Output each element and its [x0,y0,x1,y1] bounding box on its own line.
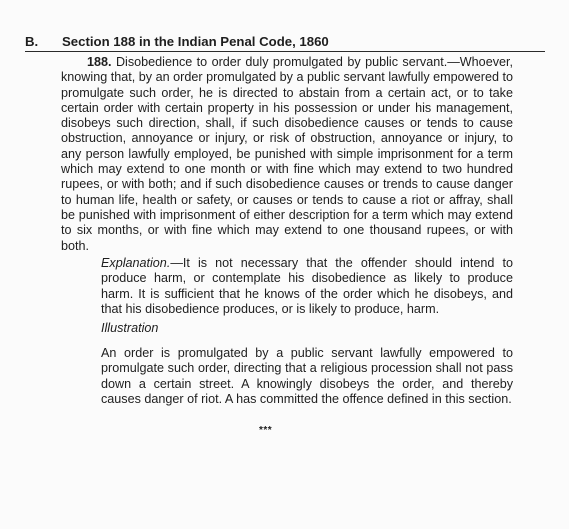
heading-underline [25,51,545,52]
explanation-term: Explanation. [101,256,171,270]
heading-label: B. [25,34,39,49]
section-heading [25,33,545,51]
section-body: Disobedience to order duly promulgated by public servant.—Whoever, knowing that, by an order promulgated by a public servant lawfully empowered to promulgate such order, he is directed to abstain from a certain act, or to take certain order with certain property in his possession or under his management, disobeys such direction, shall, if such disobedience causes or tends to cause obstruction, annoyance or injury, or risk of obstruction, annoyance or injury, to any person lawfully employed, be punished with simple imprisonment for a term which may extend to one month or with fine which may extend to two hundred rupees, or with both; and if such disobedience causes or trends to cause danger to human life, health or safety, or causes or tends to cause a riot or affray, shall be punished with imprisonment of either description for a term which may extend to six months, or with fine which may extend to one thousand rupees, or with both. [61,55,513,253]
section-separator: *** [259,425,273,436]
section-188-text [61,55,513,254]
illustration-paragraph: An order is promulgated by a public servant lawfully empowered to promulgate such order, directing that a religious procession shall not pass down a certain street. A knowingly disobeys the order, and thereby causes danger of riot. A has committed the offence defined in this section. [101,346,513,406]
explanation-body: —It is not necessary that the offender should intend to produce harm, or contemplate his disobedience as likely to produce harm. It is sufficient that he knows of the order which he disobeys, and that his disobedience produces, or is likely to produce, harm. [101,256,513,316]
illustration-heading: Illustration [101,321,159,335]
explanation-paragraph [101,256,513,317]
section-number: 188. [87,55,112,69]
heading-title: Section 188 in the Indian Penal Code, 1860 [62,34,329,49]
